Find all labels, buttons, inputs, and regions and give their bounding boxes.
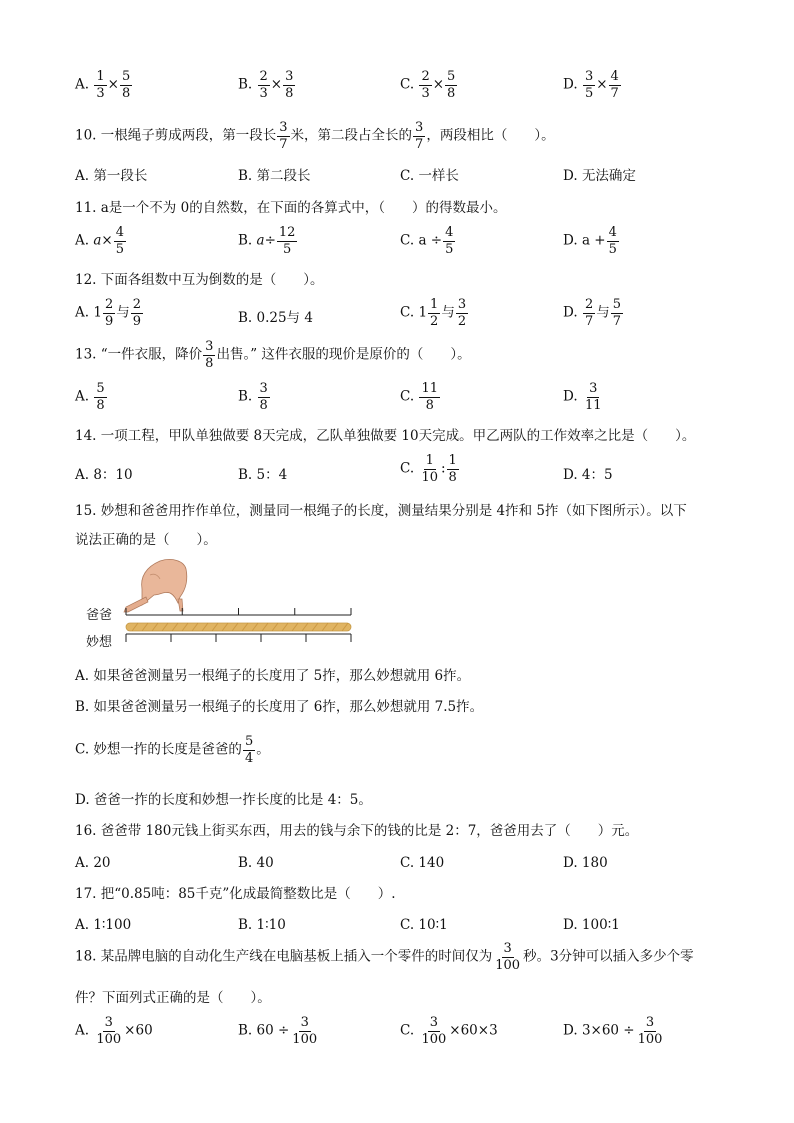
q13-option-a: A. $\frac{5}{8}$: [75, 381, 105, 413]
q16-option-d: D. 180: [563, 855, 608, 871]
q15-stem-line1: 15. 妙想和爸爸用拃作单位，测量同一根绳子的长度，测量结果分别是 4拃和 5拃（如下图所示）。以下: [75, 503, 687, 519]
hand-icon: [124, 559, 187, 612]
hand-span-ruler-figure: [80, 555, 370, 655]
fraction: $\frac{3}{100}$: [421, 1015, 447, 1047]
fraction: $\frac{3}{100}$: [292, 1015, 318, 1047]
q14-option-c: C. $\frac{1}{10}$ : $\frac{1}{8}$: [400, 453, 457, 485]
q13-option-d: D. $\frac{3}{11}$: [563, 381, 602, 413]
q15-option-c: C. 妙想一拃的长度是爸爸的 $\frac{5}{4}$ 。: [75, 734, 270, 766]
q12-option-a: A. 1 $\frac{2}{9}$ 与 $\frac{2}{9}$: [75, 297, 141, 329]
fraction: $\frac{2}{9}$: [132, 297, 141, 329]
fraction: $\frac{3}{100}$: [96, 1015, 122, 1047]
q15-stem-line2: 说法正确的是（ ）。: [75, 532, 217, 548]
q12-option-d: D. $\frac{2}{7}$ 与 $\frac{5}{7}$: [563, 297, 621, 329]
fraction: $\frac{5}{4}$: [244, 734, 254, 766]
q16-option-a: A. 20: [75, 855, 111, 871]
fraction: $\frac{12}{5}$: [278, 225, 296, 257]
q16-option-b: B. 40: [238, 855, 274, 871]
q11-option-b: B. a÷ $\frac{12}{5}$: [238, 225, 296, 257]
q14-option-a: A. 8：10: [75, 467, 133, 483]
fraction: $\frac{3}{11}$: [584, 381, 602, 413]
fraction: $\frac{5}{8}$: [96, 381, 105, 413]
q9-option-d: D. $\frac{3}{5}$ × $\frac{4}{7}$: [563, 69, 619, 101]
q10-option-d: D. 无法确定: [563, 168, 636, 184]
label-dad: 爸爸: [86, 608, 113, 623]
q10-option-c: C. 一样长: [400, 168, 459, 184]
q15-option-a: A. 如果爸爸测量另一根绳子的长度用了 5拃，那么妙想就用 6拃。: [75, 668, 471, 684]
q11-option-d: D. a + $\frac{4}{5}$: [563, 225, 617, 257]
q11-option-c: C. a ÷ $\frac{4}{5}$: [400, 225, 454, 257]
fraction: $\frac{3}{100}$: [495, 941, 521, 973]
fraction: $\frac{2}{7}$: [584, 297, 594, 329]
fraction: $\frac{4}{7}$: [610, 69, 619, 101]
q18-option-b: B. 60 ÷ $\frac{3}{100}$: [238, 1015, 318, 1047]
fraction: $\frac{4}{5}$: [608, 225, 617, 257]
q12-option-c: C. 1 $\frac{1}{2}$ 与 $\frac{3}{2}$: [400, 297, 467, 329]
fraction: $\frac{1}{2}$: [430, 297, 439, 329]
q14-option-b: B. 5：4: [238, 467, 288, 483]
q18-option-d: D. 3×60 ÷ $\frac{3}{100}$: [563, 1015, 663, 1047]
q9-option-c: C. $\frac{2}{3}$ × $\frac{5}{8}$: [400, 69, 456, 101]
fraction: $\frac{3}{100}$: [637, 1015, 663, 1047]
fraction: $\frac{1}{8}$: [448, 453, 457, 485]
fraction: $\frac{3}{2}$: [457, 297, 467, 329]
fraction: $\frac{3}{8}$: [205, 339, 214, 371]
q14-option-d: D. 4：5: [563, 467, 613, 483]
fraction: $\frac{11}{8}$: [421, 381, 438, 413]
q12-option-b: B. 0.25与 4: [238, 310, 313, 326]
q9-option-b: B. $\frac{2}{3}$ × $\frac{3}{8}$: [238, 69, 294, 101]
fraction: $\frac{5}{8}$: [121, 69, 131, 101]
fraction: $\frac{2}{3}$: [259, 69, 268, 101]
label-miao: 妙想: [86, 635, 113, 650]
fraction: $\frac{5}{7}$: [612, 297, 621, 329]
fraction: $\frac{3}{7}$: [279, 120, 288, 152]
q18-stem-line2: 件？下面列式正确的是（ ）。: [75, 990, 271, 1006]
q9-option-a: A. $\frac{1}{3}$ × $\frac{5}{8}$: [75, 69, 131, 101]
q10-option-a: A. 第一段长: [75, 168, 148, 184]
q10-stem: 10. 一根绳子剪成两段，第一段长 $\frac{3}{7}$ 米，第二段占全长的 $\frac{3}{7}$ ，两段相比（ ）。: [75, 120, 555, 152]
fraction: $\frac{3}{7}$: [415, 120, 424, 152]
fraction: $\frac{2}{3}$: [421, 69, 430, 101]
q17-stem: 17. 把“0.85吨：85千克”化成最简整数比是（ ）.: [75, 886, 396, 902]
q17-option-c: C. 10∶1: [400, 917, 448, 933]
q16-stem: 16. 爸爸带 180元钱上街买东西，用去的钱与余下的钱的比是 2：7，爸爸用去了（ ）元。: [75, 823, 639, 839]
q17-option-b: B. 1∶10: [238, 917, 286, 933]
fraction: $\frac{1}{10}$: [421, 453, 438, 485]
q18-option-c: C. $\frac{3}{100}$ ×60×3: [400, 1015, 498, 1047]
q11-option-a: A. a× $\frac{4}{5}$: [75, 225, 124, 257]
q15-option-b: B. 如果爸爸测量另一根绳子的长度用了 6拃，那么妙想就用 7.5拃。: [75, 699, 484, 715]
q13-option-c: C. $\frac{11}{8}$: [400, 381, 438, 413]
q17-option-d: D. 100∶1: [563, 917, 620, 933]
fraction: $\frac{3}{8}$: [285, 69, 294, 101]
fraction: $\frac{3}{8}$: [259, 381, 268, 413]
q10-option-b: B. 第二段长: [238, 168, 311, 184]
q18-stem-line1: 18. 某品牌电脑的自动化生产线在电脑基板上插入一个零件的时间仅为 $\frac{3}{100}$ 秒。3分钟可以插入多少个零: [75, 941, 694, 973]
fraction: $\frac{1}{3}$: [96, 69, 105, 101]
q13-option-b: B. $\frac{3}{8}$: [238, 381, 268, 413]
q15-option-d: D. 爸爸一拃的长度和妙想一拃长度的比是 4：5。: [75, 792, 372, 808]
fraction: $\frac{4}{5}$: [115, 225, 124, 257]
fraction: $\frac{2}{9}$: [104, 297, 114, 329]
q17-option-a: A. 1∶100: [75, 917, 132, 933]
fraction: $\frac{4}{5}$: [445, 225, 454, 257]
dad-ticks: [126, 608, 351, 615]
fraction: $\frac{5}{8}$: [447, 69, 456, 101]
q14-stem: 14. 一项工程，甲队单独做要 8天完成，乙队单独做要 10天完成。甲乙两队的工作效率之比是（ ）。: [75, 428, 696, 444]
fraction: $\frac{3}{5}$: [584, 69, 594, 101]
q12-stem: 12. 下面各组数中互为倒数的是（ ）。: [75, 272, 324, 288]
q16-option-c: C. 140: [400, 855, 445, 871]
q18-option-a: A. $\frac{3}{100}$ ×60: [75, 1015, 153, 1047]
q13-stem: 13. “一件衣服，降价 $\frac{3}{8}$ 出售。” 这件衣服的现价是原价的（ ）。: [75, 339, 471, 371]
q11-stem: 11. a是一个不为 0的自然数，在下面的各算式中，（ ）的得数最小。: [75, 200, 507, 216]
miao-ticks: [126, 634, 351, 642]
